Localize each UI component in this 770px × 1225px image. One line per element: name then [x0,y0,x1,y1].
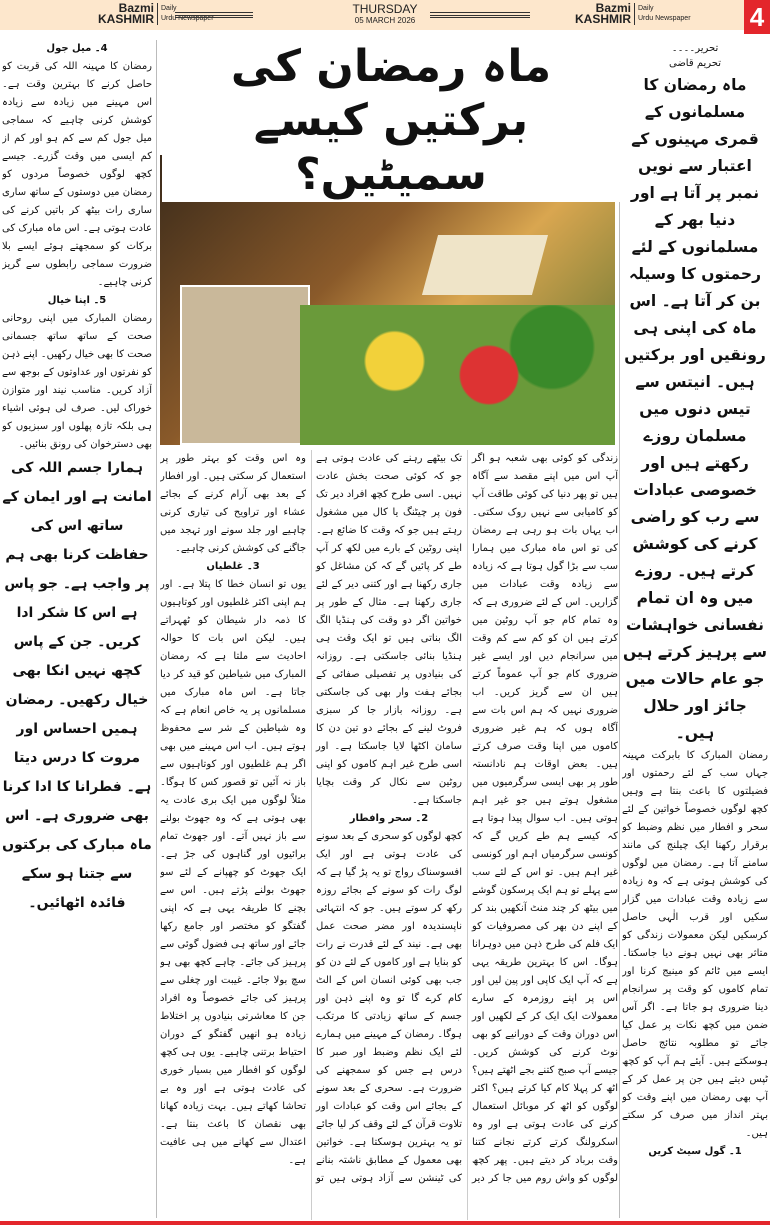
column-divider [619,40,620,1218]
brand-bottom: KASHMIR [575,12,631,26]
column-divider [156,40,157,1218]
closing-text: ہمارا جسم اللہ کی امانت ہے اور ایمان کے ساتھ اس کی حفاظت کرنا بھی ہم پر واجب ہے۔ جو پاس ہے اس کا شکر ادا کریں۔ جن کے پاس کچھ نہیں انکا بھی خیال رکھیں۔ رمضان ہمیں احساس اور مروت کا درس دیتا ہے۔ فطرانا کا ادا کرنا بھی ضروری ہے۔ اس ماہ مبارک کی برکتوں سے جتنا ہو سکے فائدہ اٹھائیں۔ [2,460,152,911]
quran-image [422,235,548,295]
brand-logo-right [575,3,691,25]
section-5-text: رمضان المبارک میں اپنی روحانی صحت کے ساتھ ساتھ جسمانی صحت کا بھی خیال رکھیں۔ اپنے ذہن کو نفرتوں اور عداوتوں کے بوجھ سے آزاد کریں۔ مناسب نیند اور متوازن خوراک لیں۔ صرف لی ہوئی اشیاء ہی بلکہ تازہ پھلوں اور سبزیوں کو بھی دسترخوان کی رونق بنائیں۔ [2,313,152,450]
section-3-text: یوں تو انسان خطا کا پتلا ہے۔ اور ہم اپنی اکثر غلطیوں اور کوتاہیوں کا ذمہ دار شیطان کو ٹھہراتے ہیں۔ لیکن اس بات کا حوالہ احادیث سے ملتا ہے کہ رمضان المبارک میں شیاطین کو قید کر دیا جاتا ہے۔ اس ماہ مبارک میں مسلمانوں پر یہ خاص انعام ہے کہ وہ شیاطین کے شر سے محفوظ ہوتے ہیں۔ اب اس مہینے میں بھی اگر ہم غلطیوں اور کوتاہیوں سے باز نہ آئیں تو قصور کس کا ہوگا۔ مثلاً لوگوں میں ایک بری عادت یہ بھی ہوتی ہے کہ وہ جھوٹ بولنے سے باز نہیں آتے۔ اور جھوٹ تمام برائیوں اور گناہوں کی جڑ ہے۔ ایک جھوٹ کو چھپانے کے لئے سو جھوٹ بولنے پڑتے ہیں۔ اس سے بچنے کا طریقہ یہی ہے کہ اپنی گفتگو کو مختصر اور جامع رکھا جائے اور ساتھ ہی فضول گوئی سے پرہیز کی جائے۔ چاہے کچھ بھی ہو سچ بولا جائے۔ غیبت اور چغلی سے پرہیز کی جائے خصوصاً وہ افراد جن کا معاشرتی بنیادوں پر اختلاط زیادہ ہو انھیں گفتگو کے دوران احتیاط برتنی چاہیے۔ یوں ہی کچھ لوگوں کو افطار میں بسیار خوری کی عادت ہوتی ہے اور وہ بے تحاشا کھاتے ہیں۔ بہت زیادہ کھانا بھی نقصان کا باعث بنتا ہے۔ اعتدال سے کھانے میں ہی عافیت ہے۔ [160,579,306,1166]
brand-top: Bazmi [118,1,154,15]
section-heading: 5۔ اپنا خیال [47,295,107,306]
brand-daily: Daily [638,5,654,12]
author: تحریم قاضی [668,58,722,69]
intro-text: ماہ رمضان کا مسلمانوں کے قمری مہینوں کے اعتبار سے نویں نمبر پر آتا ہے اور دنیا بھر کے مسلمانوں کے لئے رحمتوں کا وسیلہ بن کر آتا ہے۔ اس ماہ کی اپنی ہی رونقیں اور برکتیں ہیں۔ انیتس سے تیس دنوں میں مسلمان روزے رکھتے ہیں اور خصوصی عبادات سے رب کو راضی کرنے کی کوشش کرتے ہیں۔ روزے میں وہ ان تمام نفسانی خواہشات سے پرہیز کرتے ہیں جو عام حالات میں جائز اور حلال ہیں۔ [623,76,767,742]
iftar-image [180,285,310,445]
fruits-image [300,305,615,445]
column-right [622,42,768,1217]
issue-date [330,2,440,25]
section-heading: 4۔ میل جول [46,43,108,54]
section-heading: 3۔ غلطیاں [206,561,260,572]
byline-label: تحریر۔۔۔۔ [671,43,719,54]
column-left [2,40,152,1218]
section-2-text: کچھ لوگوں کو سحری کے بعد سونے کی عادت ہوتی ہے اور ایک افسوسناک رواج تو یہ پڑ گیا ہے کہ لوگ رات کو سونے کے بجائے روزہ رکھ کر سوتے ہیں۔ جو کہ انتہائی ناپسندیدہ اور مضر صحت عمل بھی ہے۔ نیند کے لئے قدرت نے رات کو بنایا ہے اور کاموں کے لئے دن کو جب بھی کوئی انسان اس کے الٹ کام کرے گا تو وہ اپنے ذہن اور جسم کے ساتھ زیادتی کا مرتکب ہوگا۔ رمضان کے مہینے میں ہمارے لئے ایک نظم وضبط اور صبر کا درس ہے جس کو سمجھنے کی ضرورت ہے۔ سحری کے بعد سونے کے بجائے اس وقت کو عبادات اور تلاوت قرآن کے لئے وقف کر لیا جائے تو یہ بہترین ہوسکتا ہے۔ خواتین بھی معمول کے مطابق ناشتہ بنانے کی ٹینشن سے آزاد ہوتی ہیں تو وہ اس وقت کو بہتر طور پر استعمال کر سکتی ہیں۔ اور افطار کے بعد بھی آرام کرنے کے بجائے عشاء اور تراویح کی تیاری کرنی چاہیے اور جلد سونے اور تہجد میں جاگنے کی کوشش کرنی چاہیے۔ [160,453,462,1184]
divider-left [175,12,253,18]
section-heading: 2۔ سحر وافطار [349,813,429,824]
page-number: 4 [744,0,770,34]
brand-sub: Urdu Newspaper [638,15,691,22]
footer-bar [0,1221,770,1225]
section-4-text: رمضان کا مہینہ اللہ کی قربت کو حاصل کرنے کا بہترین وقت ہے۔ اس مہینے میں زیادہ سے زیادہ کوشش کرنی چاہیے کہ سماجی میل جول کم سے کم ہو اور کم از کم ایسی میں وقت گزرے۔ جیسے کچھ لوگوں خصوصاً مردوں کو رمضان میں دوستوں کے ساتھ ساری ساری رات بیٹھ کر باتیں کرنے کی عادت ہوتی ہے۔ اس ماہ مبارک کی برکات کو سمجھتے ہوئے ایسے بلا ضرورت سماجی رابطوں سے گریز کرنی چاہیے۔ [2,61,152,288]
body-text: رمضان المبارک کا بابرکت مہینہ جہاں سب کے لئے رحمتوں اور فضیلتوں کا باعث بنتا ہے وہیں کچھ لوگوں خصوصاً خواتین کے لئے سحر و افطار میں نظم وضبط کو برقرار رکھنا ایک چیلنج کی مانند سامنے آتا ہے۔ رمضان میں لوگوں کی کوشش ہوتی ہے کہ وہ زیادہ سے زیادہ وقت عبادات میں گزار سکیں اور قرب الٰہی حاصل کرسکیں لیکن معمولات زندگی کو متاثر بھی نہیں ہونے دیا جاسکتا۔ ایسے میں ٹائم کو مینیج کرنا اور تمام کاموں کو وقت پر سرانجام دینا ضروری ہو جاتا ہے۔ اگر آس ضمن میں کچھ نکات پر عمل کیا جائے تو مطلوبہ نتائج حاصل ہوسکتے ہیں۔ آیئے ہم آپ کو کچھ ٹپس دیتے ہیں جن پر عمل کر کے آپ بھی رمضان میں اپنے وقت کو بہتر انداز میں صرف کر سکتے ہیں۔ [622,750,768,1139]
brand-sub: Urdu Newspaper [161,15,214,22]
brand-daily: Daily [161,5,177,12]
brand-bottom: KASHMIR [98,12,154,26]
section-heading: 1۔ گول سیٹ کریں [648,1146,742,1157]
masthead [0,0,770,30]
headline: ماہ رمضان کی برکتیں کیسے سمیٹیں؟ [162,40,620,202]
brand-top: Bazmi [595,1,631,15]
section-1-text: زندگی کو کوئی بھی شعبہ ہو اگر آپ اس میں اپنے مقصد سے آگاہ ہیں تو پھر دنیا کی کوئی طاقت آپ کو کامیابی سے نہیں روک سکتی۔ اب یہاں بات ہو رہی ہے رمضان کی تو اس ماہ مبارک میں ہمارا سب سے بڑا گول ہوتا ہے کہ زیادہ سے زیادہ وقت عبادات میں گزاریں۔ اس کے لئے ضروری ہے کہ وہ تمام کام جو آپ روٹین میں کرتے ہیں ان کو کم سے کم وقت میں سرانجام دیں اور ایسے غیر ضروری کام جو آپ عموماً کرتے ہیں ان سے گریز کریں۔ اب ضروری نہیں کہ ہم اس بات سے آگاہ ہوں کہ ہم غیر ضروری کاموں میں اپنا وقت صرف کرتے ہیں۔ بعض اوقات ہم نادانستہ طور پر بھی ایسی سرگرمیوں میں مشغول ہوتے ہیں جو غیر اہم ہوتی ہیں۔ اب سوال پیدا ہوتا ہے کہ کیسے ہم طے کریں گے کہ کونسی سرگرمیاں اہم اور کونسی غیر اہم ہیں۔ تو اس کے لئے سب سے پہلے تو ہم ایک پرسکون گوشے میں بیٹھ کر چند منٹ آنکھیں بند کر کے اپنے دن بھر کی مصروفیات کو ایک فلم کی طرح ذہن میں دوہرانا ہوگا۔ اس کا بہترین طریقہ یہی ہے کہ آپ ایک کاپی اور پین لیں اور اس پر اپنے روزمرہ کے سارے معمولات ایک ایک کر کے لکھیں اور اس دوران وقت کے دورانیے کو بھی نوٹ کرنے کی کوشش کریں۔ جیسے آپ صبح کتنے بجے اٹھتے ہیں؟ اٹھ کر پہلا کام کیا کرتے ہیں؟ اکثر لوگوں کو اٹھ کر موبائل استعمال کرنے کی عادت ہوتی ہے اور وہ اسکرولنگ کرتے کرتے نجانے کتنا وقت برباد کر دیتے ہیں۔ پھر کچھ لوگوں کو واش روم میں جا کر دیر تک بیٹھے رہنے کی عادت ہوتی ہے جو کہ کوئی صحت بخش عادت نہیں۔ اسی طرح کچھ افراد دیر تک فون پر چیٹنگ یا کال میں مشغول رہتے ہیں جو کہ وقت کا ضائع ہے۔ اپنی روٹین کے بارے میں لکھ کر آپ طے کر پائیں گے کہ کن مشاغل کو جاری رکھنا ہے اور کتنی دیر کے لئے جاری رکھنا ہے۔ مثال کے طور پر خواتین اگر دو وقت کی ہنڈیا الگ الگ بناتی ہیں تو ایک وقت ہی ہنڈیا بنائی جاسکتی ہے۔ روزانہ کی بنیادوں پر تفصیلی صفائی کے بجائے ہفت وار بھی کی جاسکتی ہے۔ روزانہ بازار جا کر سبزی فروٹ لینے کے بجائے دو تین دن کا سامان اکٹھا لایا جاسکتا ہے۔ اور اسی طرح غیر اہم کاموں کو اپنی روٹین سے نکال کر وقت بچایا جاسکتا ہے۔ [316,453,618,1184]
day: THURSDAY [352,2,418,16]
columns-middle [160,450,618,1220]
date: 05 MARCH 2026 [354,16,416,25]
divider-right [430,12,530,18]
